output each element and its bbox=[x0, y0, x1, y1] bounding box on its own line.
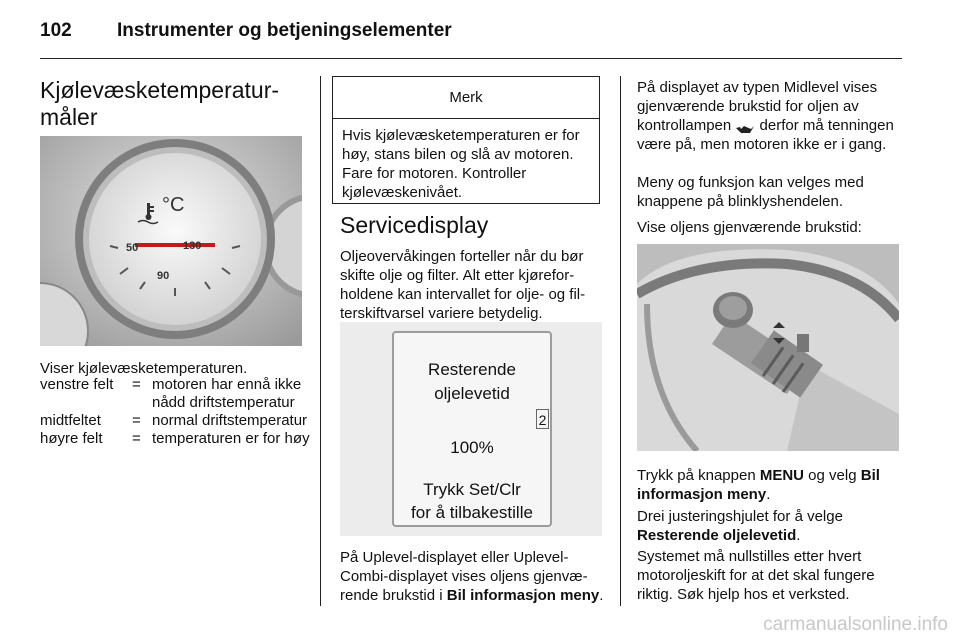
definition-term: venstre felt bbox=[40, 376, 114, 393]
service-outro: På Uplevel-displayet eller Uplevel-Combi-displayet vises oljens gjenværende brukstid i Bil informasjon meny. bbox=[340, 549, 604, 604]
gauge-unit: °C bbox=[162, 194, 185, 216]
menu-paragraph: Meny og funksjon kan velges med knappene på blinklyshendelen. bbox=[637, 174, 864, 210]
section-heading-service: Servicedisplay bbox=[340, 212, 489, 238]
oil-can-icon bbox=[735, 121, 755, 132]
page-number: 102 bbox=[40, 20, 72, 41]
definition-term: høyre felt bbox=[40, 430, 103, 447]
definition-desc: temperaturen er for høy bbox=[152, 430, 310, 447]
section-heading-coolant: Kjølevæsketemperatur- måler bbox=[40, 77, 280, 130]
column-divider-1 bbox=[320, 76, 321, 606]
definition-row bbox=[40, 376, 310, 412]
definition-row bbox=[40, 412, 310, 430]
definition-desc: normal driftstemperatur bbox=[152, 412, 308, 429]
display-line-2: oljelevetid bbox=[434, 384, 510, 403]
gauge-caption: Viser kjølevæsketemperaturen. bbox=[40, 360, 248, 377]
midlevel-paragraph: På displayet av typen Midlevel vises gjenværende brukstid for oljen av kontrollampen derfor må tenningen være på, men motoren ikke er i gang. bbox=[637, 79, 894, 153]
display-percent: 100% bbox=[450, 438, 494, 457]
note-title: Merk bbox=[333, 77, 599, 119]
press-menu-paragraph: Trykk på knappen MENU og velg Bil informasjon meny. bbox=[637, 467, 880, 503]
coolant-gauge-figure bbox=[40, 136, 302, 346]
gauge-label-high: 130 bbox=[183, 240, 202, 252]
service-intro: Oljeovervåkingen forteller når du bør skifte olje og filter. Alt etter kjøreforholdene kan intervallet for olje- og filterskiftvarsel variere betydelig. bbox=[340, 248, 586, 322]
gauge-label-low: 50 bbox=[126, 242, 139, 254]
definition-row bbox=[40, 430, 310, 448]
column-divider-2 bbox=[620, 76, 621, 606]
display-screen bbox=[392, 331, 552, 527]
definition-term: midtfeltet bbox=[40, 412, 101, 429]
reset-paragraph: Systemet må nullstilles etter hvert motoroljeskift for at det skal fungere riktig. Søk hjelp hos et verksted. bbox=[637, 548, 875, 603]
definition-desc: motoren har ennå ikke nådd driftstemperatur bbox=[152, 376, 302, 411]
definition-separator: = bbox=[132, 430, 141, 447]
turn-signal-lever-image bbox=[637, 244, 899, 451]
definition-separator: = bbox=[132, 412, 141, 429]
menu-button-label: MENU bbox=[759, 467, 805, 484]
note-box bbox=[332, 76, 600, 204]
display-badge: 2 bbox=[536, 409, 549, 429]
turn-signal-lever-figure bbox=[637, 244, 899, 451]
view-paragraph: Vise oljens gjenværende brukstid: bbox=[637, 219, 862, 236]
display-line-1: Resterende bbox=[428, 360, 516, 379]
note-text: Hvis kjølevæsketemperaturen er for høy, stans bilen og slå av motoren. Fare for motoren. Kontroller kjølevæskenivået. bbox=[342, 127, 580, 201]
display-line-3: Trykk Set/Clr bbox=[423, 480, 521, 499]
coolant-gauge-image bbox=[40, 136, 302, 346]
header-divider bbox=[40, 58, 902, 59]
service-display-figure bbox=[340, 322, 602, 536]
gauge-label-mid: 90 bbox=[157, 270, 170, 282]
adjust-wheel-paragraph: Drei justeringshjulet for å velge Resterende oljelevetid. bbox=[637, 508, 843, 544]
page-header-title: Instrumenter og betjeningselementer bbox=[117, 20, 452, 41]
definition-separator: = bbox=[132, 376, 141, 393]
display-line-4: for å tilbakestille bbox=[411, 503, 533, 522]
watermark: carmanualsonline.info bbox=[763, 614, 948, 635]
definition-list bbox=[40, 376, 310, 448]
